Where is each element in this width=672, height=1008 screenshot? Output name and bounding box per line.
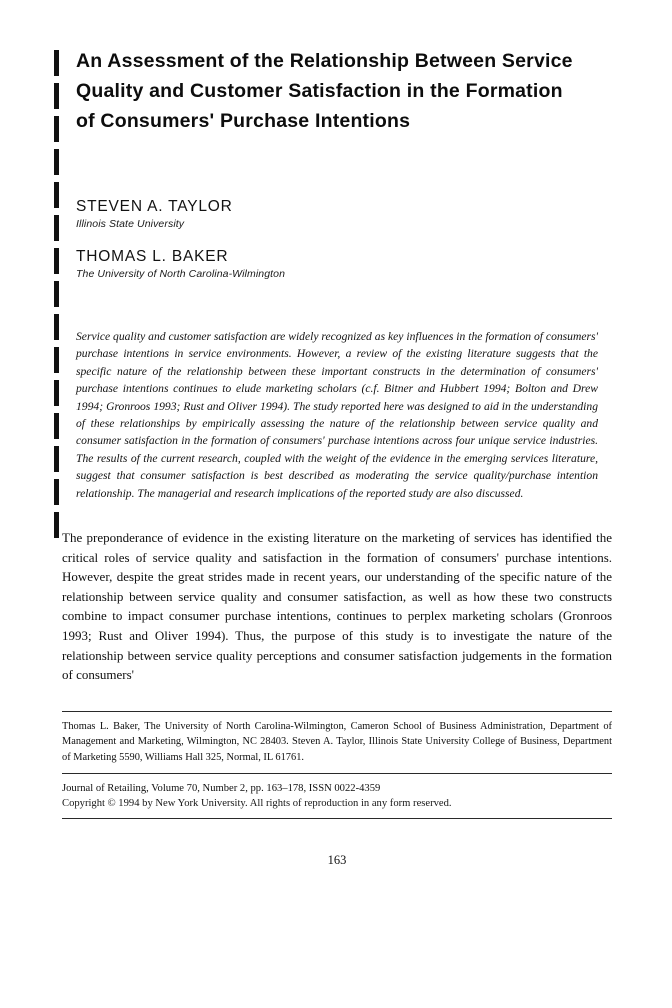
journal-citation: Journal of Retailing, Volume 70, Number 2, pp. 163–178, ISSN 0022-4359 [62, 783, 381, 795]
scan-gutter-artifact [54, 50, 59, 540]
journal-info [62, 781, 612, 811]
author-name: STEVEN A. TAYLOR [76, 198, 233, 215]
author-note: Thomas L. Baker, The University of North Carolina-Wilmington, Cameron School of Business Administration, Department of Management and Marketing, Wilmington, NC 28403. Steven A. Taylor, Illinois State University College of Business, Department of Marketing 5590, Williams Hall 325, Normal, IL 61761. [62, 720, 612, 763]
author-entry [76, 248, 612, 280]
author-name: THOMAS L. BAKER [76, 248, 229, 265]
journal-divider-top [62, 773, 612, 774]
abstract-text: Service quality and customer satisfaction are widely recognized as key influences in the formation of consumers' purchase intentions in service environments. However, a review of the existing literature suggests that the specific nature of the relationship between these important constructs in the determination of consumers' purchase intentions continues to elude marketing scholars (c.f. Bitner and Hubbert 1994; Bolton and Drew 1994; Gronroos 1993; Rust and Oliver 1994). The study reported here was designed to aid in the understanding of these relationships by empirically assessing the nature of the relationship between service quality and consumer satisfaction in the formation of consumers' purchase intentions across four unique service industries. The results of the current research, coupled with the weight of the evidence in the emerging services literature, suggest that consumer satisfaction is best described as moderating the service quality/purchase intention relationship. The managerial and research implications of the reported study are also discussed. [76, 330, 598, 500]
author-affiliation: The University of North Carolina-Wilmington [76, 268, 286, 280]
journal-divider-bottom [62, 818, 612, 819]
copyright-line: Copyright © 1994 by New York University. All rights of reproduction in any form reserved. [62, 798, 452, 810]
page-number: 163 [327, 853, 347, 868]
page-title: An Assessment of the Relationship Between Service Quality and Customer Satisfaction in the Formation of Consumers' Purchase Intentions [76, 50, 573, 132]
author-entry [76, 198, 612, 230]
body-paragraph: The preponderance of evidence in the existing literature on the marketing of services has identified the critical roles of service quality and satisfaction in the formation of consumers' purchase intentions. However, despite the great strides made in recent years, our understanding of the specific nature of the relationship between service quality and consumer satisfaction, as well as how these two constructs combine to impact consumer purchase intentions, continues to perplex marketing scholars (Gronroos 1993; Rust and Oliver 1994). Thus, the purpose of this study is to investigate the nature of the relationship between service quality perceptions and consumer satisfaction judgements in the formation of consumers' [62, 530, 612, 683]
footnote-divider [62, 711, 612, 712]
author-list [76, 198, 612, 280]
author-affiliation: Illinois State University [76, 218, 185, 230]
body-text [62, 528, 612, 685]
